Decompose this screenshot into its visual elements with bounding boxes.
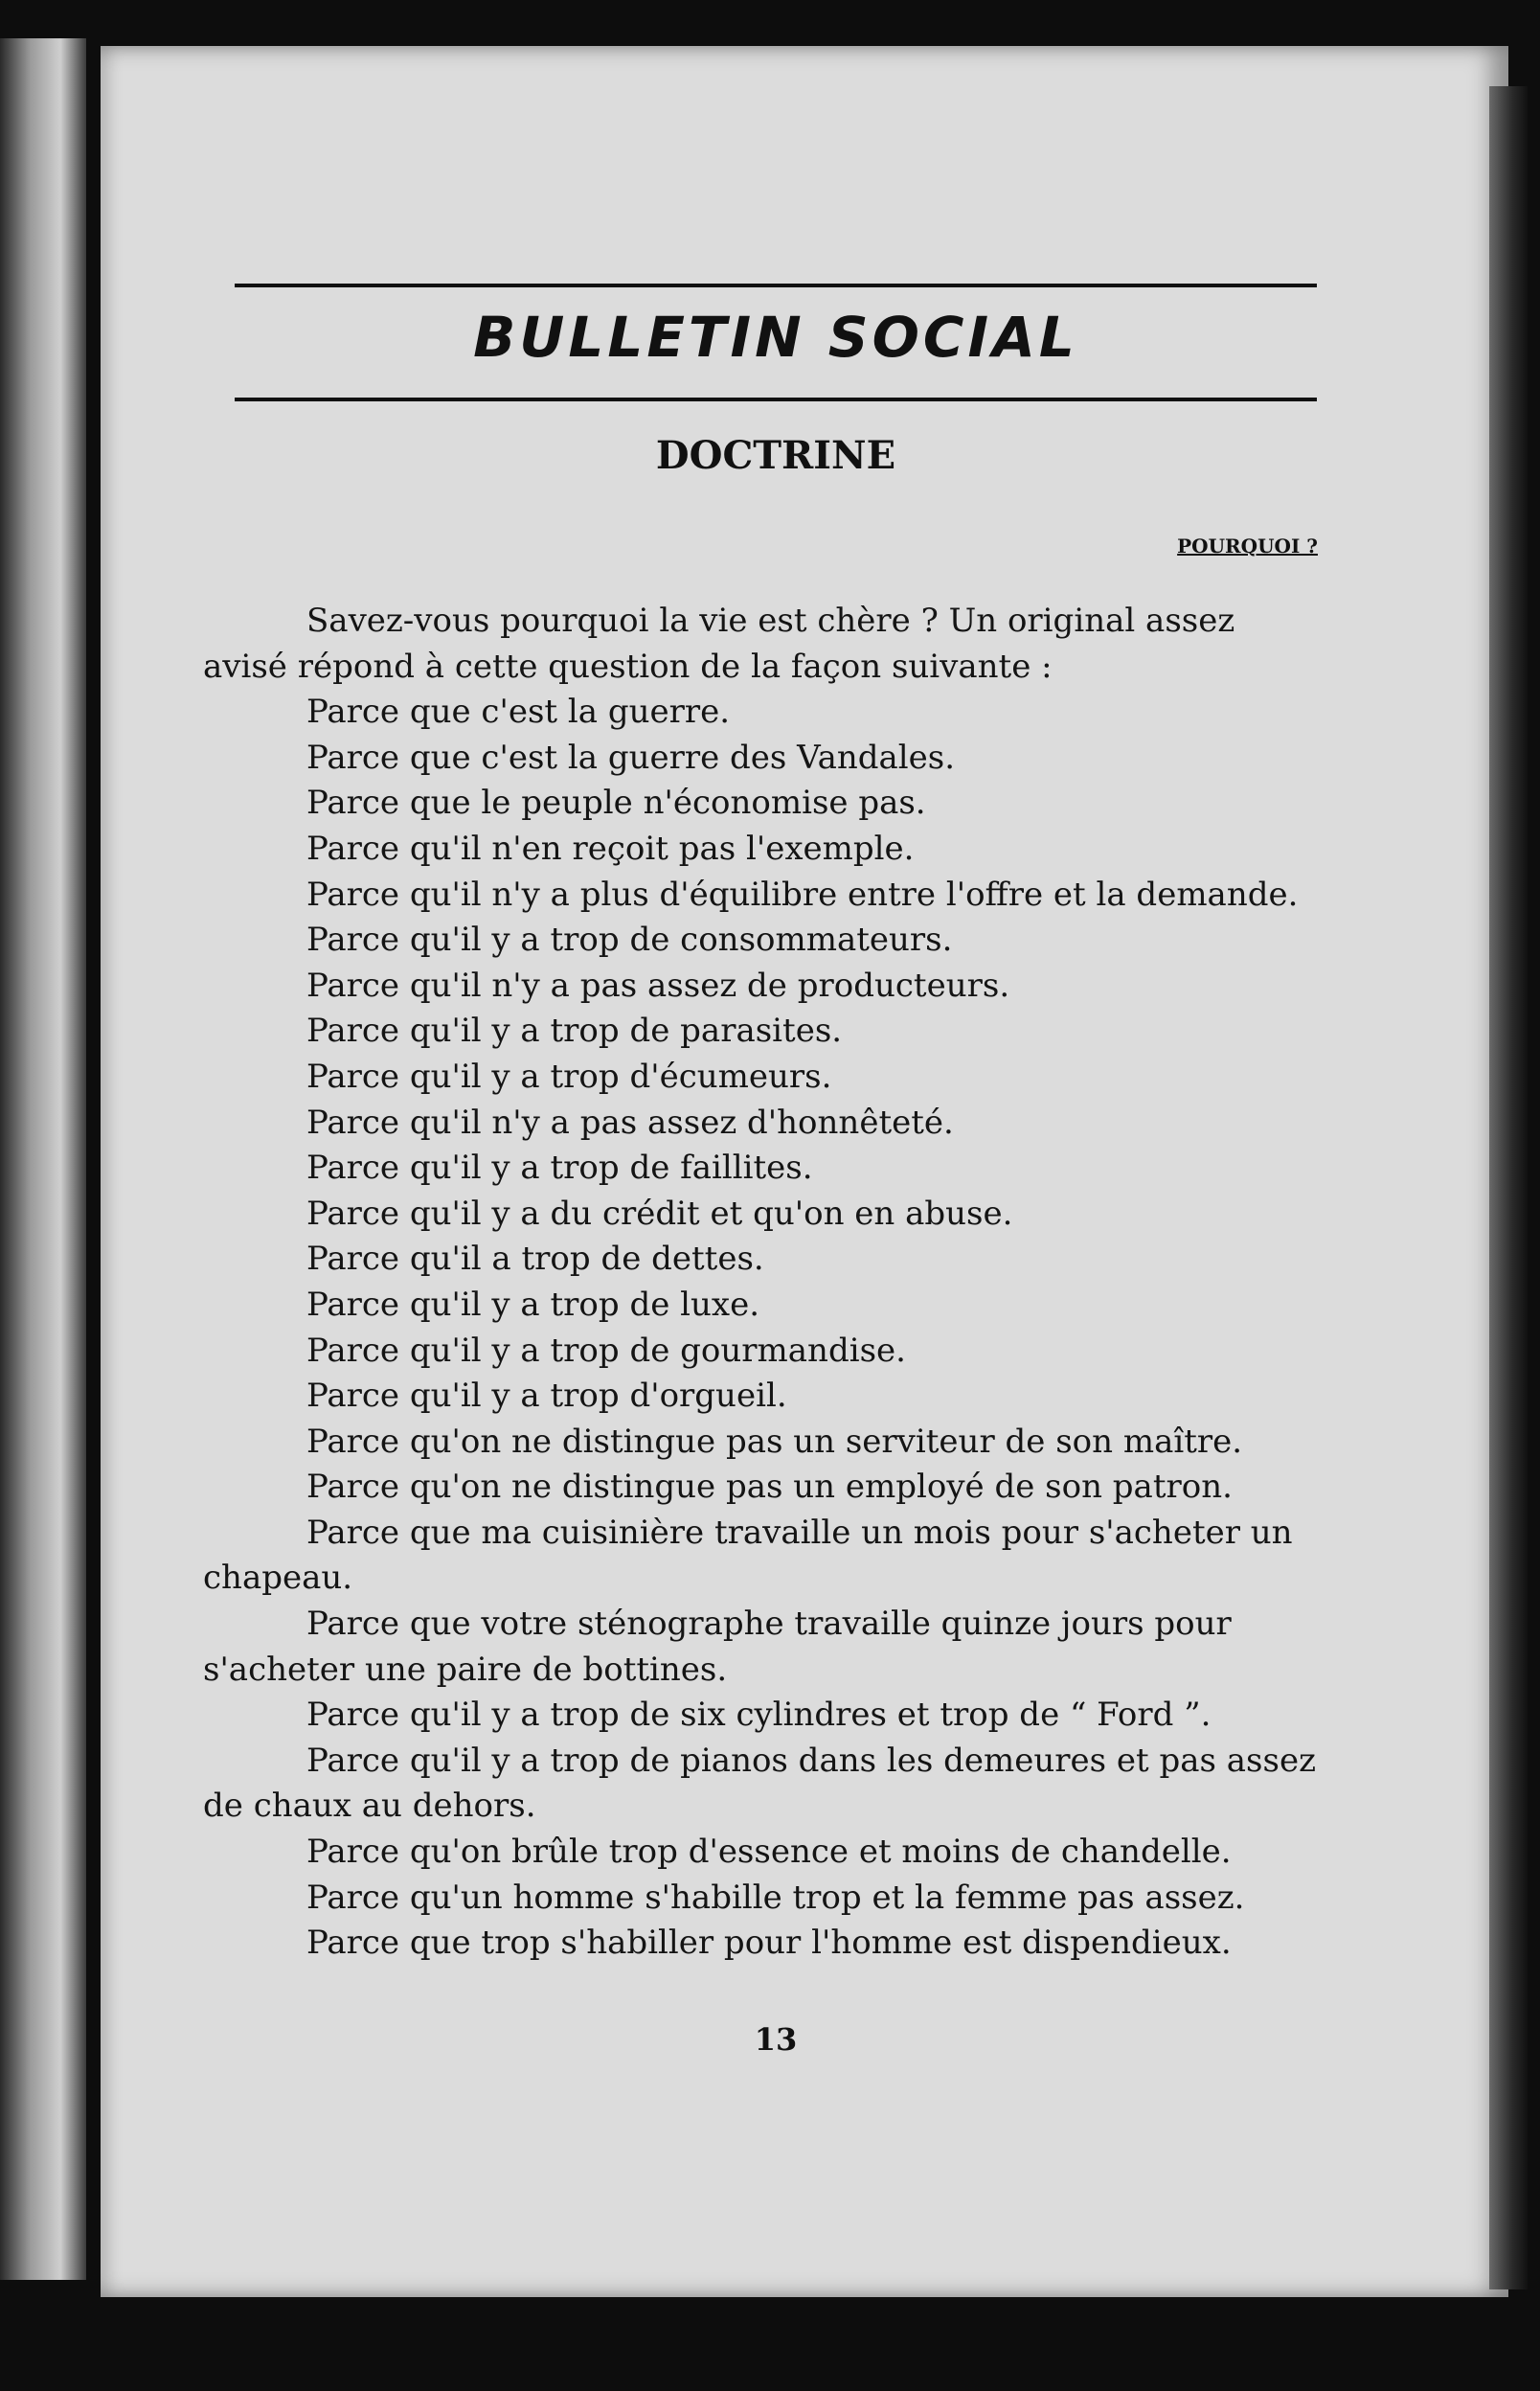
reason-line: Parce que c'est la guerre des Vandales.: [306, 738, 956, 777]
reason-line: Parce que c'est la guerre.: [306, 693, 731, 732]
reason-line: Parce qu'il n'y a pas assez de producteurs.: [306, 966, 1010, 1005]
masthead-bottom-rule: [235, 398, 1317, 401]
reason-line: Parce qu'il y a trop de six cylindres et trop de “ Ford ”.: [306, 1696, 1212, 1735]
reason-line: Parce qu'on ne distingue pas un serviteur de son maître.: [306, 1422, 1243, 1461]
reason-line: Parce que le peuple n'économise pas.: [306, 784, 926, 823]
reason-line: Parce qu'il y a trop de gourmandise.: [306, 1331, 906, 1370]
reason-line: Parce qu'il y a trop d'orgueil.: [306, 1377, 787, 1416]
masthead-top-rule: [235, 284, 1317, 287]
reason-line: Parce qu'il y a trop d'écumeurs.: [306, 1057, 832, 1096]
reason-line: Parce qu'il n'y a plus d'équilibre entre l'offre et la demande.: [306, 875, 1299, 914]
reason-line: Parce que votre sténographe travaille quinze jours pour s'acheter une paire de bottines.: [203, 1605, 1232, 1689]
reason-line: Parce que trop s'habiller pour l'homme est dispendieux.: [306, 1924, 1232, 1963]
reason-line: Parce qu'il y a du crédit et qu'on en abuse.: [306, 1194, 1013, 1233]
reason-line: Parce qu'un homme s'habille trop et la femme pas assez.: [306, 1878, 1245, 1917]
article-subheading: POURQUOI ?: [1177, 535, 1318, 558]
reason-line: Parce qu'il a trop de dettes.: [306, 1240, 764, 1279]
reason-line: Parce qu'il n'en reçoit pas l'exemple.: [306, 829, 915, 868]
reason-line: Parce qu'il y a trop de pianos dans les demeures et pas assez de chaux au dehors.: [203, 1741, 1316, 1826]
article-body: [203, 599, 1324, 1967]
reasons-list: [203, 690, 1324, 1967]
reason-line: Parce qu'il y a trop de consommateurs.: [306, 921, 953, 960]
section-heading: DOCTRINE: [655, 433, 896, 478]
book-spine-edge: [1489, 86, 1528, 2289]
masthead-title: BULLETIN SOCIAL: [473, 305, 1078, 370]
reason-line: Parce qu'il n'y a pas assez d'honnêteté.: [306, 1103, 954, 1142]
reason-line: Parce qu'on brûle trop d'essence et moins de chandelle.: [306, 1833, 1232, 1872]
previous-page-edge: [0, 38, 86, 2280]
reason-line: Parce qu'il y a trop de luxe.: [306, 1285, 760, 1324]
page-number: 13: [754, 2021, 798, 2058]
reason-line: Parce que ma cuisinière travaille un mois pour s'acheter un chapeau.: [203, 1513, 1293, 1598]
intro-paragraph: Savez-vous pourquoi la vie est chère ? Un original assez avisé répond à cette question de la façon suivante :: [203, 602, 1235, 686]
reason-line: Parce qu'il y a trop de faillites.: [306, 1149, 813, 1188]
reason-line: Parce qu'on ne distingue pas un employé de son patron.: [306, 1468, 1233, 1507]
reason-line: Parce qu'il y a trop de parasites.: [306, 1012, 843, 1051]
